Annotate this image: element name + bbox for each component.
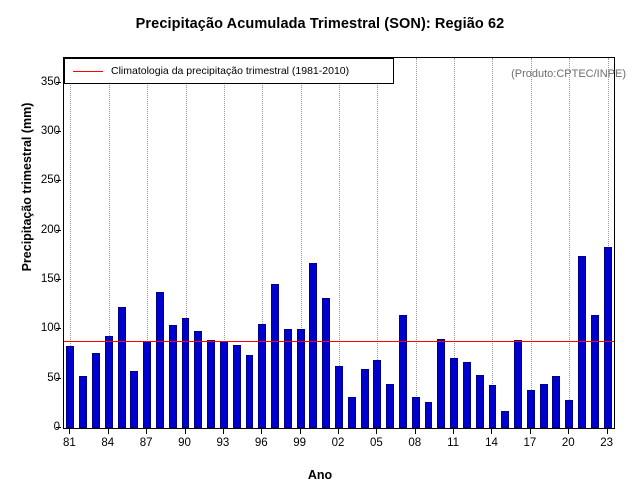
x-tick-mark xyxy=(607,429,608,434)
bar xyxy=(591,315,599,428)
x-tick-mark xyxy=(338,429,339,434)
x-tick-mark xyxy=(491,429,492,434)
x-tick-label: 17 xyxy=(523,437,537,449)
bar xyxy=(425,402,433,428)
x-tick-label: 84 xyxy=(101,437,115,449)
bar xyxy=(194,331,202,428)
x-tick-label: 20 xyxy=(561,437,575,449)
bar xyxy=(297,329,305,428)
y-tick-label: 0 xyxy=(53,421,60,433)
bar xyxy=(514,340,522,428)
x-tick-mark xyxy=(261,429,262,434)
x-tick-label: 05 xyxy=(369,437,383,449)
x-tick-label: 14 xyxy=(485,437,498,449)
bar xyxy=(463,362,471,428)
bar xyxy=(361,369,369,428)
y-tick-label: 50 xyxy=(47,371,60,384)
y-tick-label: 150 xyxy=(40,273,60,285)
x-tick-mark xyxy=(146,429,147,434)
y-tick-label: 300 xyxy=(40,125,60,137)
x-tick-label: 81 xyxy=(62,437,76,449)
bar xyxy=(207,340,215,428)
y-tick-label: 350 xyxy=(40,75,60,88)
bar xyxy=(527,390,535,428)
bar xyxy=(182,318,190,428)
legend-label: Climatologia da precipitação trimestral (1981-2010) xyxy=(111,65,350,77)
x-tick-mark xyxy=(223,429,224,434)
x-tick-mark xyxy=(568,429,569,434)
x-tick-mark xyxy=(530,429,531,434)
x-tick-mark xyxy=(69,429,70,434)
bar xyxy=(476,375,484,428)
bar xyxy=(489,385,497,428)
bar xyxy=(373,360,381,428)
bar xyxy=(118,307,126,428)
x-tick-mark xyxy=(453,429,454,434)
legend-line-swatch xyxy=(73,71,103,72)
x-tick-label: 96 xyxy=(254,437,268,449)
bar xyxy=(105,336,113,428)
x-tick-label: 90 xyxy=(178,437,191,449)
y-axis xyxy=(8,57,60,433)
legend xyxy=(64,58,394,84)
bar xyxy=(258,324,266,428)
bar xyxy=(233,345,241,428)
bar xyxy=(412,397,420,428)
bar xyxy=(284,329,292,428)
x-tick-label: 93 xyxy=(216,437,230,449)
x-tick-mark xyxy=(415,429,416,434)
climatology-reference-line xyxy=(64,341,614,342)
x-tick-mark xyxy=(185,429,186,434)
bars-group xyxy=(64,58,614,428)
y-tick-label: 250 xyxy=(40,174,60,187)
x-tick-mark xyxy=(376,429,377,434)
x-tick-label: 11 xyxy=(447,437,460,449)
bar xyxy=(309,263,317,428)
bar xyxy=(92,353,100,428)
bar xyxy=(501,411,509,428)
bar xyxy=(271,284,279,428)
bar xyxy=(66,346,74,428)
bar xyxy=(450,358,458,428)
bar xyxy=(156,292,164,428)
x-tick-label: 02 xyxy=(331,437,345,449)
x-tick-label: 99 xyxy=(293,437,307,449)
y-tick-label: 100 xyxy=(40,322,60,335)
bar xyxy=(604,247,612,428)
bar xyxy=(246,355,254,428)
x-axis-title: Ano xyxy=(307,468,333,482)
bar xyxy=(437,339,445,428)
chart-title: Precipitação Acumulada Trimestral (SON): Região 62 xyxy=(135,16,505,32)
bar xyxy=(335,366,343,428)
bar xyxy=(565,400,573,428)
bar xyxy=(399,315,407,428)
x-tick-label: 87 xyxy=(139,437,153,449)
x-tick-label: 23 xyxy=(600,437,613,449)
bar xyxy=(143,341,151,428)
bar xyxy=(552,376,560,428)
y-axis-title: Precipitação trimestral (mm) xyxy=(20,102,34,272)
bar xyxy=(540,384,548,428)
x-tick-mark xyxy=(300,429,301,434)
bar xyxy=(79,376,87,428)
x-axis xyxy=(63,429,615,459)
bar xyxy=(348,397,356,428)
x-tick-mark xyxy=(108,429,109,434)
bar xyxy=(130,371,138,428)
bar xyxy=(322,298,330,428)
y-tick-label: 200 xyxy=(40,223,60,236)
bar xyxy=(386,384,394,428)
x-tick-label: 08 xyxy=(408,437,422,449)
bar xyxy=(220,341,228,428)
source-annotation: (Produto:CPTEC/INPE) xyxy=(511,68,626,80)
plot-area xyxy=(63,57,615,429)
